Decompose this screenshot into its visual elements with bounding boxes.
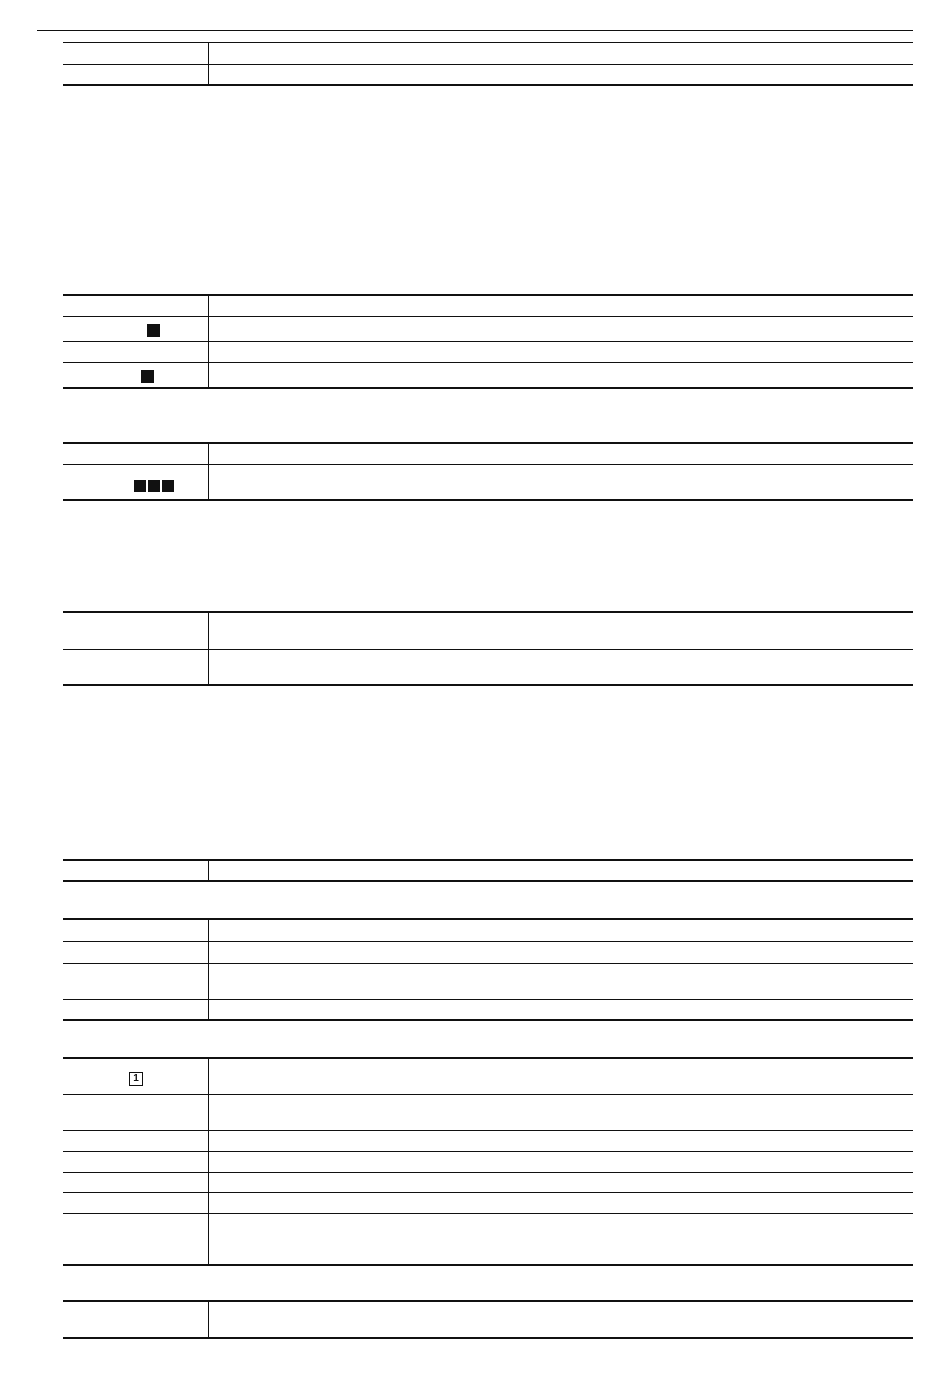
boxed-number-icon: 1 bbox=[129, 1072, 143, 1086]
table-row bbox=[63, 650, 913, 686]
row-label-cell bbox=[63, 1302, 209, 1337]
table-2 bbox=[63, 294, 913, 389]
row-label-cell bbox=[63, 861, 209, 880]
table-row bbox=[63, 444, 913, 465]
row-label-cell bbox=[63, 1152, 209, 1172]
table-5 bbox=[63, 859, 913, 882]
table-row bbox=[63, 363, 913, 389]
row-label-cell bbox=[63, 613, 209, 649]
table-row bbox=[63, 920, 913, 942]
square-icon bbox=[147, 324, 160, 337]
row-label-cell bbox=[63, 1173, 209, 1192]
table-row bbox=[63, 964, 913, 1000]
row-label-cell bbox=[63, 296, 209, 316]
table-6 bbox=[63, 918, 913, 1021]
row-content-cell bbox=[209, 650, 913, 684]
row-content-cell bbox=[209, 296, 913, 316]
row-label-cell bbox=[63, 317, 209, 341]
table-row bbox=[63, 1059, 913, 1095]
row-content-cell bbox=[209, 1152, 913, 1172]
table-row bbox=[63, 942, 913, 964]
row-label-cell bbox=[63, 465, 209, 499]
row-label-cell bbox=[63, 444, 209, 464]
row-content-cell bbox=[209, 1131, 913, 1151]
row-content-cell bbox=[209, 920, 913, 941]
row-label-cell bbox=[63, 1214, 209, 1264]
table-row bbox=[63, 1193, 913, 1214]
row-label-cell bbox=[63, 363, 209, 387]
table-3 bbox=[63, 442, 913, 501]
row-content-cell bbox=[209, 342, 913, 362]
row-content-cell bbox=[209, 1059, 913, 1094]
row-label-cell bbox=[63, 650, 209, 684]
table-row bbox=[63, 1152, 913, 1173]
table-row bbox=[63, 1302, 913, 1339]
table-row bbox=[63, 465, 913, 501]
square-icon bbox=[141, 370, 154, 383]
table-row bbox=[63, 317, 913, 342]
row-label-cell bbox=[63, 1059, 209, 1094]
table-row bbox=[63, 1173, 913, 1193]
table-row bbox=[63, 613, 913, 650]
table-row bbox=[63, 65, 913, 86]
row-content-cell bbox=[209, 43, 913, 64]
row-content-cell bbox=[209, 964, 913, 999]
table-4 bbox=[63, 611, 913, 686]
table-row bbox=[63, 1131, 913, 1152]
row-content-cell bbox=[209, 65, 913, 84]
row-label-cell bbox=[63, 43, 209, 64]
table-7 bbox=[63, 1057, 913, 1266]
table-row bbox=[63, 1000, 913, 1021]
row-content-cell bbox=[209, 1214, 913, 1264]
row-label-cell bbox=[63, 920, 209, 941]
table-row bbox=[63, 296, 913, 317]
row-content-cell bbox=[209, 1095, 913, 1130]
row-label-cell bbox=[63, 1000, 209, 1019]
row-label-cell bbox=[63, 1131, 209, 1151]
row-content-cell bbox=[209, 613, 913, 649]
row-content-cell bbox=[209, 1173, 913, 1192]
row-content-cell bbox=[209, 1193, 913, 1213]
row-content-cell bbox=[209, 465, 913, 499]
row-label-cell bbox=[63, 964, 209, 999]
table-row bbox=[63, 42, 913, 65]
row-content-cell bbox=[209, 444, 913, 464]
page-header-rule bbox=[37, 30, 913, 31]
table-row bbox=[63, 1214, 913, 1266]
row-label-cell bbox=[63, 342, 209, 362]
row-content-cell bbox=[209, 1000, 913, 1019]
row-content-cell bbox=[209, 363, 913, 387]
row-label-cell bbox=[63, 942, 209, 963]
table-row bbox=[63, 1095, 913, 1131]
table-1 bbox=[63, 42, 913, 86]
table-8 bbox=[63, 1300, 913, 1339]
row-content-cell bbox=[209, 1302, 913, 1337]
row-content-cell bbox=[209, 317, 913, 341]
row-label-cell bbox=[63, 1193, 209, 1213]
row-label-cell bbox=[63, 65, 209, 84]
table-row bbox=[63, 342, 913, 363]
row-label-cell bbox=[63, 1095, 209, 1130]
row-content-cell bbox=[209, 942, 913, 963]
row-content-cell bbox=[209, 861, 913, 880]
table-row bbox=[63, 861, 913, 882]
